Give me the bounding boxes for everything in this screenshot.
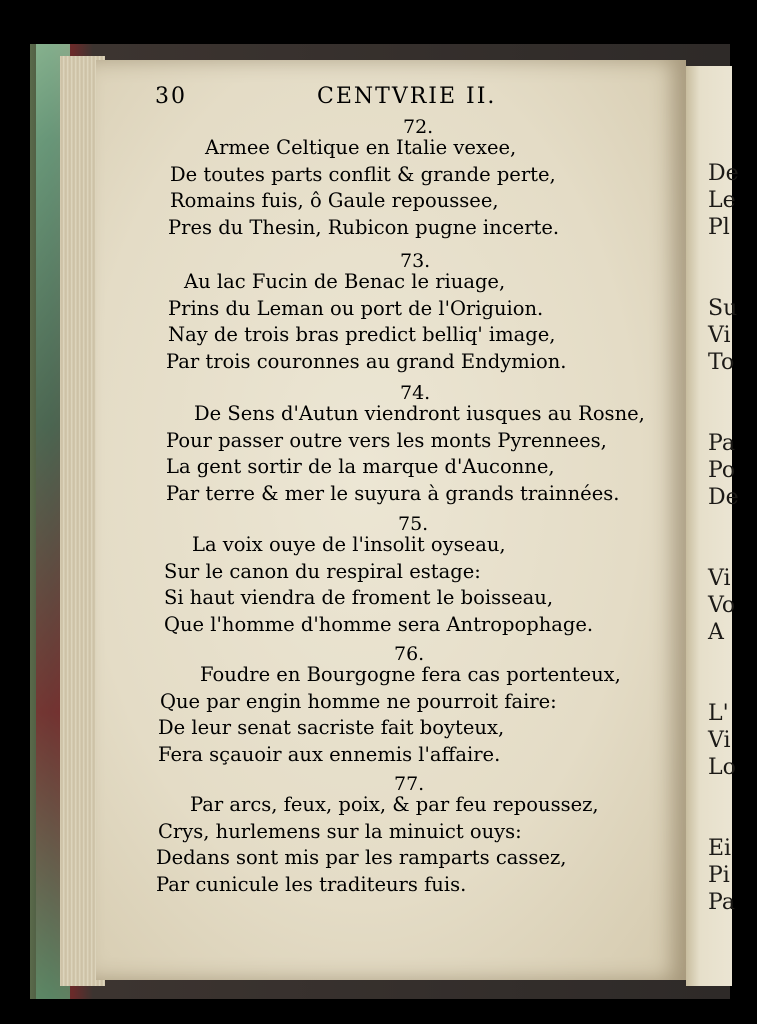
quatrain-number: 73. [400,250,431,272]
verse-line: Si haut viendra de froment le boisseau, [164,586,554,609]
facing-page-letter [708,538,739,565]
verse-line: De toutes parts conflit & grande perte, [170,162,556,186]
facing-page-letter: Su [708,296,738,321]
facing-page-letter [708,403,739,430]
facing-page-letter: Po [708,458,736,483]
facing-page-letter: Le [708,188,736,213]
quatrain-number: 72. [403,116,434,138]
verse-line: Par terre & mer le suyura à grands trainnées. [166,481,620,505]
facing-page-letter [708,673,739,700]
facing-page-letter: Vi [708,728,731,753]
running-header [155,84,540,114]
verse-line: Que l'homme d'homme sera Antropophage. [164,612,594,636]
facing-page-letter: Pl [708,215,730,240]
quatrain-number: 77. [394,773,425,795]
facing-page-letter: Vi [708,323,731,348]
verse-line: Fera sçauoir aux ennemis l'affaire. [158,742,501,766]
verse-line: Pres du Thesin, Rubicon pugne incerte. [168,215,560,239]
verse-line: Par arcs, feux, poix, & par feu repoussez, [190,793,599,816]
facing-page-letter: Lo [708,755,736,780]
verse-line: Armee Celtique en Italie vexee, [205,136,517,159]
facing-page-letter [708,268,739,295]
facing-page-letter: To [708,350,735,375]
facing-page-letter [708,241,739,268]
facing-page-letter: De [708,485,739,510]
facing-page-letter [708,781,739,808]
verse-line: De leur senat sacriste fait boyteux, [158,716,505,739]
verse-line: Romains fuis, ô Gaule repoussee, [170,189,499,212]
facing-page-letter: L' [708,701,729,726]
facing-page-letter: Pa [708,890,735,915]
quatrain-number: 76. [394,643,425,665]
verse-line: Prins du Leman ou port de l'Origuion. [168,296,544,320]
facing-page-letter: Ei [708,836,732,861]
verse-line: Crys, hurlemens sur la minuict ouys: [158,819,522,843]
verse-line: Par cunicule les traditeurs fuis. [156,872,467,896]
facing-page-letters [708,160,739,916]
verse-line: Dedans sont mis par les ramparts cassez, [156,846,567,869]
facing-page-letter [708,646,739,673]
verse-line: Pour passer outre vers les monts Pyrennees, [166,428,607,452]
facing-page-letter: A [708,620,724,645]
verse-line: Par trois couronnes au grand Endymion. [166,349,567,373]
facing-page-letter: Pa [708,431,735,456]
verse-line: Foudre en Bourgogne fera cas portenteux, [200,663,621,686]
facing-page-letter: Vo [708,593,736,618]
facing-page-letter: Vi [708,566,731,591]
facing-page-letter [708,808,739,835]
verse-line: Que par engin homme ne pourroit faire: [160,689,557,713]
facing-page-letter [708,376,739,403]
verse-line: La gent sortir de la marque d'Auconne, [166,455,555,478]
quatrain-number: 74. [400,382,431,404]
facing-page-letter [708,511,739,538]
quatrain-number: 75. [398,513,429,535]
verse-line: Sur le canon du respiral estage: [164,559,481,583]
verse-line: Au lac Fucin de Benac le riuage, [184,270,506,293]
page-number: 30 [155,84,187,109]
running-title: CENTVRIE II. [317,84,497,109]
facing-page-letter: De [708,161,739,186]
verse-line: De Sens d'Autun viendront iusques au Rosne, [194,402,645,425]
verse-line: Nay de trois bras predict belliq' image, [168,323,556,346]
facing-page-letter: Pi [708,863,730,888]
verse-line: La voix ouye de l'insolit oyseau, [192,533,506,556]
